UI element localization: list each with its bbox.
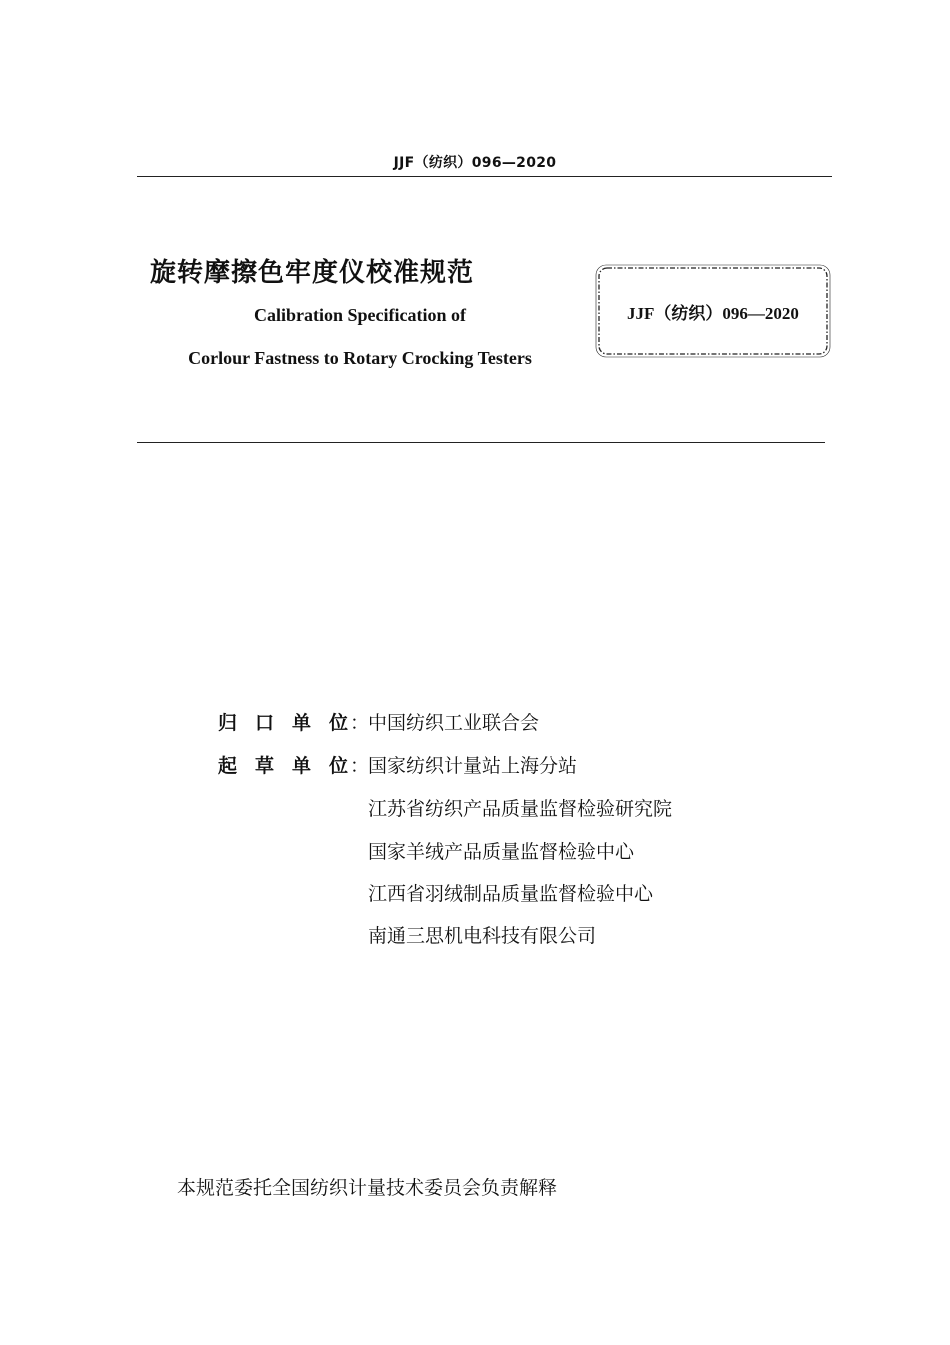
drafting-unit-colon: ： <box>350 755 370 777</box>
title-english-line-2: Corlour Fastness to Rotary Crocking Testers <box>188 348 532 368</box>
responsible-label-char: 单 <box>291 712 311 734</box>
title-chinese: 旋转摩擦色牢度仪校准规范 <box>150 258 475 288</box>
drafting-unit-item: 南通三思机电科技有限公司 <box>368 925 597 947</box>
drafting-label-char: 单 <box>291 755 311 777</box>
footer-interpretation-note: 本规范委托全国纺织计量技术委员会负责解释 <box>177 1177 558 1199</box>
header-standard-code: JJF（纺织）096—2020 <box>393 155 557 171</box>
code-box-code: JJF（纺织）096—2020 <box>627 304 799 323</box>
drafting-label-char: 草 <box>254 755 274 777</box>
drafting-label-char: 起 <box>218 755 238 777</box>
drafting-unit-item: 国家羊绒产品质量监督检验中心 <box>368 841 635 863</box>
responsible-unit-value: 中国纺织工业联合会 <box>368 712 540 734</box>
drafting-unit-item: 江西省羽绒制品质量监督检验中心 <box>368 883 654 905</box>
header-divider <box>137 176 832 177</box>
responsible-unit-colon: ： <box>350 712 370 734</box>
drafting-unit-item: 国家纺织计量站上海分站 <box>368 755 578 777</box>
responsible-label-char: 口 <box>254 712 274 734</box>
drafting-unit-item: 江苏省纺织产品质量监督检验研究院 <box>368 798 673 820</box>
drafting-unit-label <box>218 751 348 778</box>
title-english-line-1: Calibration Specification of <box>254 305 466 325</box>
drafting-label-char: 位 <box>328 755 348 777</box>
title-divider <box>137 442 825 443</box>
responsible-unit-label <box>218 708 348 735</box>
responsible-label-char: 位 <box>328 712 348 734</box>
responsible-label-char: 归 <box>218 712 238 734</box>
